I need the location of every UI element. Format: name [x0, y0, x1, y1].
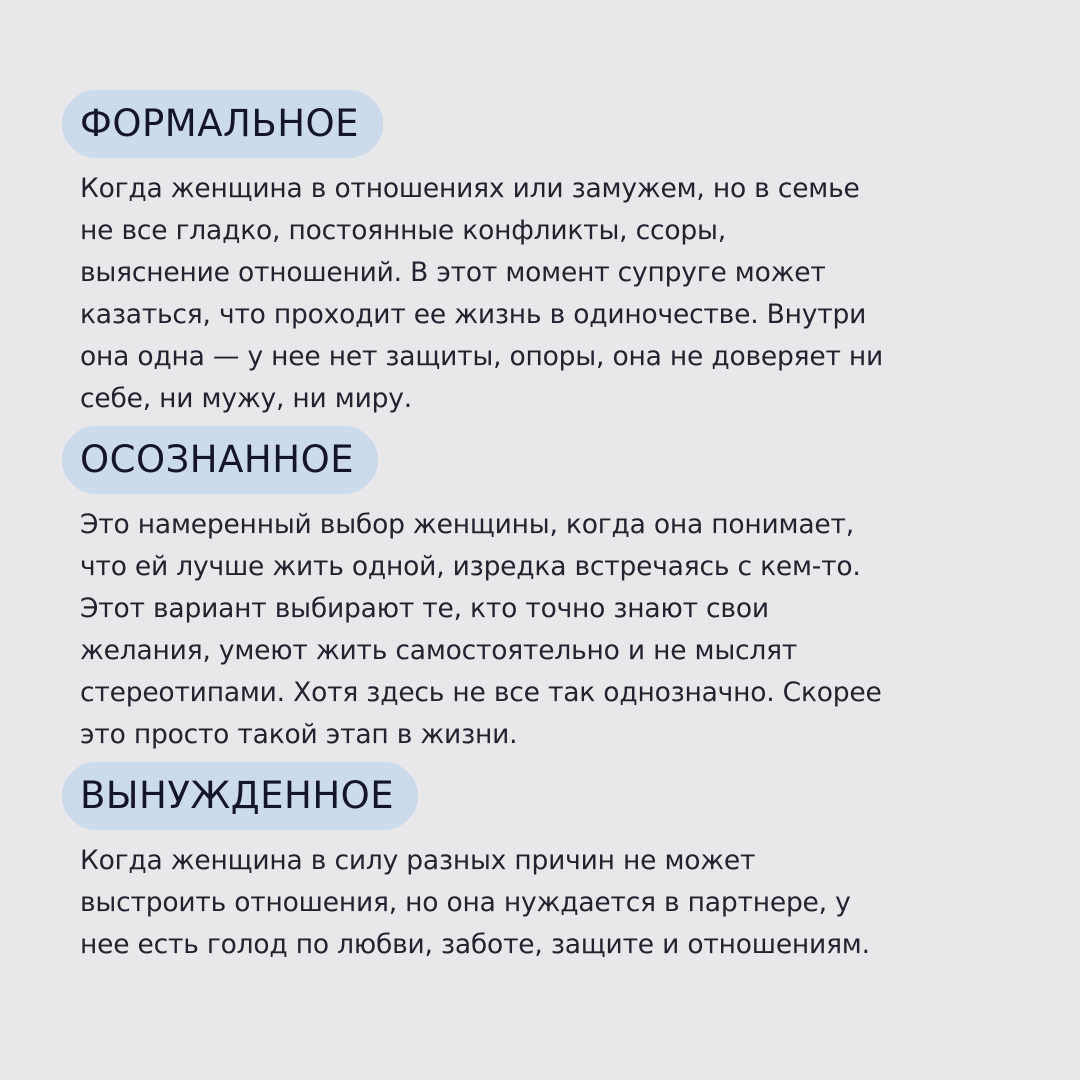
text-line: это просто такой этап в жизни.: [80, 719, 518, 750]
text-line: Когда женщина в отношениях или замужем, но в семье: [80, 173, 860, 204]
text-line: желания, умеют жить самостоятельно и не мыслят: [80, 635, 798, 666]
section-body-conscious: [80, 504, 1020, 756]
text-line: Когда женщина в силу разных причин не может: [80, 845, 756, 876]
text-line: стереотипами. Хотя здесь не все так однозначно. Скорее: [80, 677, 882, 708]
text-line: не все гладко, постоянные конфликты, ссоры,: [80, 215, 726, 246]
section-conscious: [62, 426, 1020, 756]
section-heading-forced: ВЫНУЖДЕННОЕ: [62, 762, 418, 830]
text-line: нее есть голод по любви, заботе, защите и отношениям.: [80, 929, 870, 960]
text-line: Это намеренный выбор женщины, когда она понимает,: [80, 509, 854, 540]
text-line: выяснение отношений. В этот момент супруге может: [80, 257, 826, 288]
section-heading-conscious: ОСОЗНАННОЕ: [62, 426, 378, 494]
text-line: казаться, что проходит ее жизнь в одиночестве. Внутри: [80, 299, 867, 330]
text-line: что ей лучше жить одной, изредка встречаясь с кем-то.: [80, 551, 861, 582]
text-line: Этот вариант выбирают те, кто точно знают свои: [80, 593, 769, 624]
section-body-formal: [80, 168, 1020, 420]
section-heading-formal: ФОРМАЛЬНОЕ: [62, 90, 383, 158]
section-formal: [62, 90, 1020, 420]
text-line: себе, ни мужу, ни миру.: [80, 383, 412, 414]
section-forced: [62, 762, 1020, 966]
text-line: выстроить отношения, но она нуждается в партнере, у: [80, 887, 851, 918]
text-line: она одна — у нее нет защиты, опоры, она не доверяет ни: [80, 341, 884, 372]
section-body-forced: [80, 840, 1020, 966]
